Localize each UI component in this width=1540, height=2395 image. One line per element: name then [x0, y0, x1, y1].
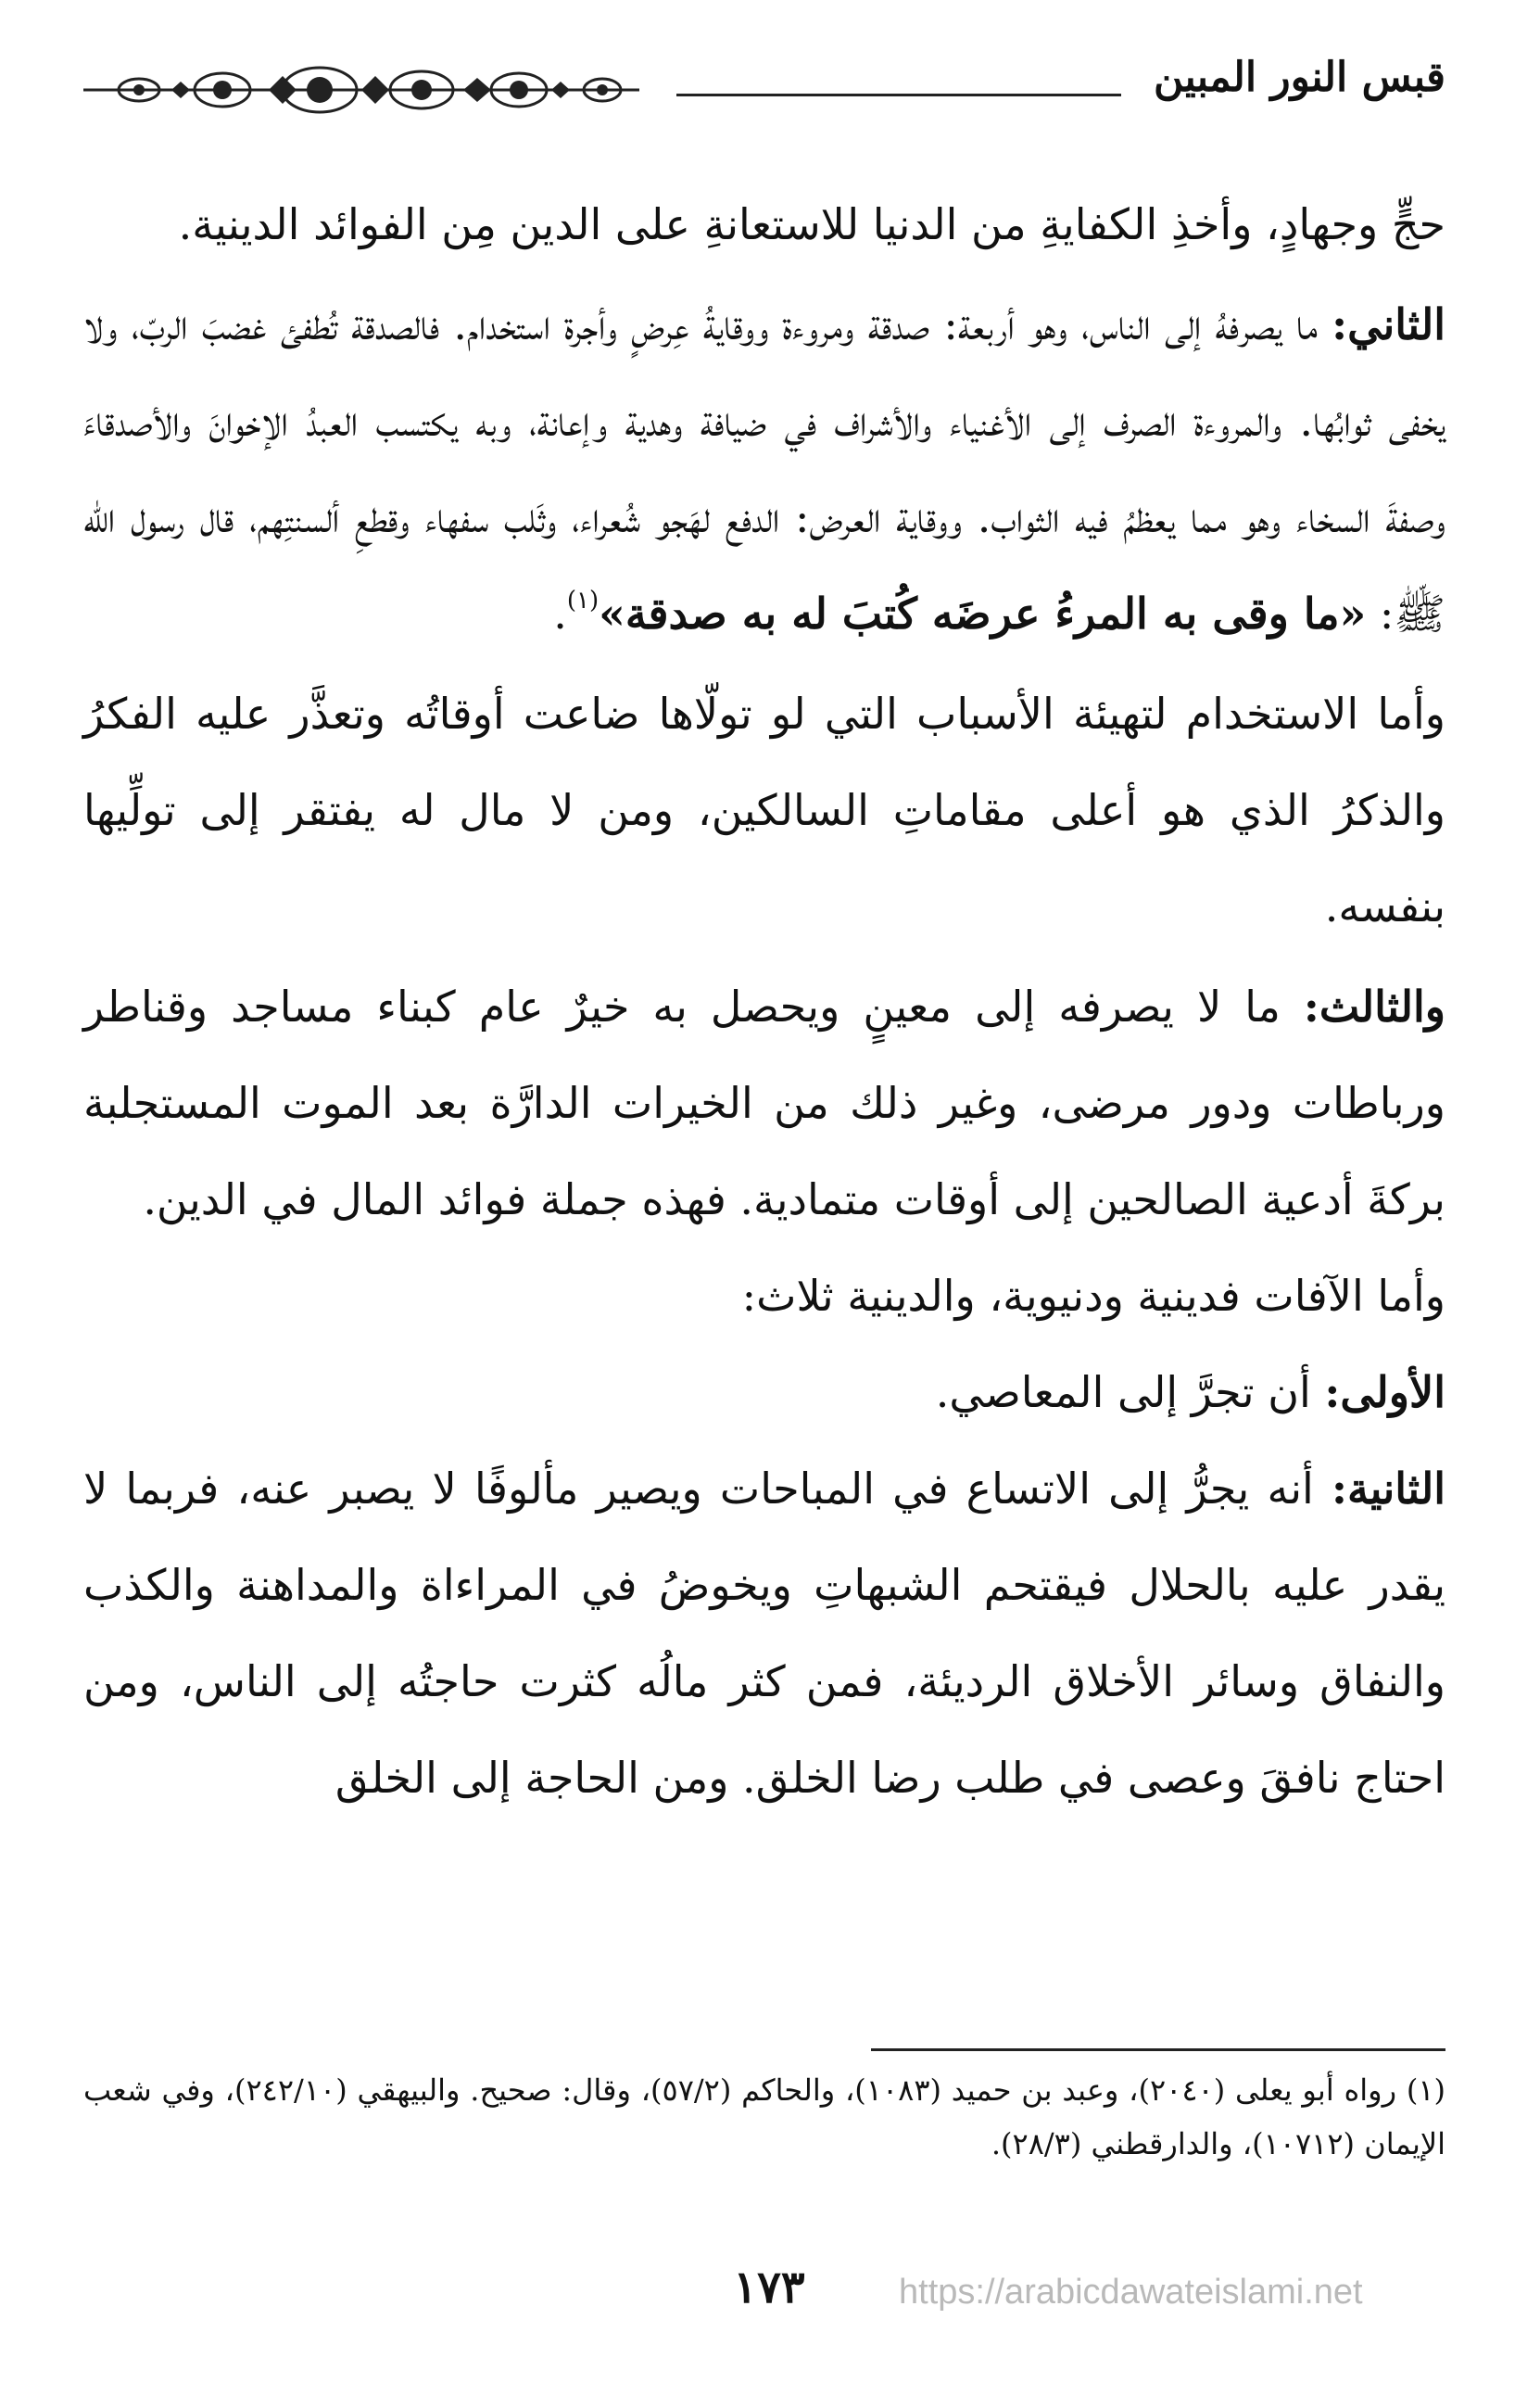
paragraph-6-lead: الأولى:	[1324, 1367, 1445, 1417]
footnote-1: (١) رواه أبو يعلى (٢٠٤٠)، وعبد بن حميد (١٠٨٣)، والحاكم (٥٧/٢)، وقال: صحيح. والبيهقي (٢٤٢/١٠)، وفي شعب الإيمان (١٠٧١٢)، والدارقطني (٢٨/٣).	[83, 2072, 1446, 2161]
footnote-rule	[871, 2048, 1445, 2051]
watermark-url[interactable]: https://arabicdawateislami.net	[899, 2273, 1363, 2312]
paragraph-2-text: ما يصرفهُ إلى الناس، وهو أربعة: صدقة ومروءة ووقايةُ عِرضٍ وأجرة استخدام. فالصدقة تُطفئ غضبَ الربّ، ولا يخفى ثوابُها. والمروءة الصرف إلى الأغنياء والأشراف في ضيافة وهدية وإعانة، وبه يكتسب العبدُ الإخوانَ والأصدقاءَ وصفةَ السخاء وهو مما يعظمُ فيه الثواب. ووقاية العرض: الدفع لهَجو شُعراء، وثَلب سفهاء وقطعِ ألسنتِهم، قال رسول الله ﷺ:	[83, 299, 1445, 639]
paragraph-7-text: أنه يجرُّ إلى الاتساع في المباحات ويصير مألوفًا لا يصبر عنه، فربما لا يقدر عليه بالحلال فيقتحم الشبهاتِ ويخوضُ في المراءاة والمداهنة والكذب والنفاق وسائر الأخلاق الرديئة، فمن كثر مالُه كثرت حاجتُه إلى الناس، ومن احتاج نافقَ وعصى في طلب رضا الخلق. ومن الحاجة إلى الخلق	[83, 1464, 1445, 1803]
paragraph-3	[83, 665, 1445, 955]
paragraph-1	[83, 176, 1445, 272]
paragraph-5	[83, 1248, 1445, 1344]
paragraph-4-lead: والثالث:	[1303, 982, 1445, 1032]
hadith-quote: «ما وقى به المرءُ عرضَه كُتبَ له به صدقة»	[599, 589, 1367, 639]
paragraph-4-text: ما لا يصرفه إلى معينٍ ويحصل به خيرٌ عام كبناء مساجد وقناطر ورباطات ودور مرضى، وغير ذلك من الخيرات الدارَّة بعد الموت المستجلبة بركةَ أدعية الصالحين إلى أوقات متمادية. فهذه جملة فوائد المال في الدين.	[83, 982, 1445, 1224]
paragraph-2	[83, 276, 1445, 662]
paragraph-3-text: وأما الاستخدام لتهيئة الأسباب التي لو تولّاها ضاعت أوقاتُه وتعذَّر عليه الفكرُ والذكرُ الذي هو أعلى مقاماتِ السالكين، ومن لا مال له يفتقر إلى تولِّيها بنفسه.	[83, 689, 1445, 931]
paragraph-4	[83, 958, 1445, 1248]
paragraph-2-tail: .	[553, 589, 567, 639]
footnotes	[83, 2063, 1445, 2171]
header-rule	[676, 94, 1121, 96]
paragraph-6-text: أن تجرَّ إلى المعاصي.	[935, 1367, 1325, 1417]
paragraph-1-text: حجٍّ وجهادٍ، وأخذِ الكفايةِ من الدنيا للاستعانةِ على الدين مِن الفوائد الدينية.	[178, 199, 1445, 249]
paragraph-7	[83, 1440, 1445, 1826]
header-ornament-icon	[83, 57, 639, 122]
paragraph-2-lead: الثاني:	[1332, 299, 1445, 349]
main-text	[83, 176, 1445, 1826]
page-header	[83, 44, 1445, 128]
footnote-ref[interactable]: (١)	[566, 587, 600, 615]
running-title: قبس النور المبين	[1153, 54, 1445, 101]
paragraph-7-lead: الثانية:	[1331, 1464, 1445, 1514]
paragraph-5-text: وأما الآفات فدينية ودنيوية، والدينية ثلاث:	[741, 1271, 1445, 1321]
paragraph-6	[83, 1344, 1445, 1440]
page-number: ١٧٣	[733, 2262, 805, 2313]
